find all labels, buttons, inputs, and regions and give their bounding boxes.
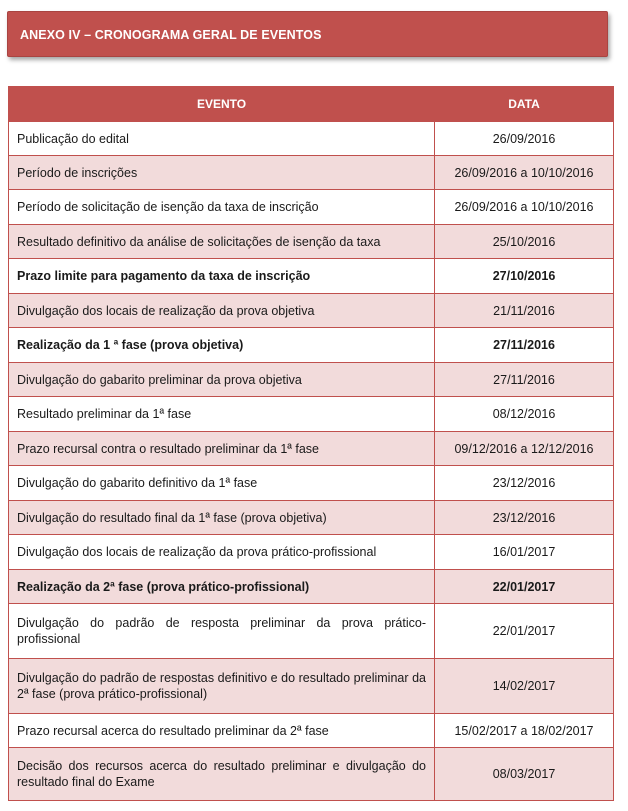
table-row — [9, 363, 614, 397]
table-row — [9, 714, 614, 748]
table-row — [9, 328, 614, 363]
event-cell: Divulgação do padrão de respostas definitivo e do resultado preliminar da 2ª fase (prova prático-profissional) — [9, 659, 435, 714]
date-cell: 25/10/2016 — [435, 225, 614, 259]
date-cell: 26/09/2016 a 10/10/2016 — [435, 156, 614, 190]
header-event: EVENTO — [9, 87, 435, 122]
table-row — [9, 432, 614, 466]
table-row — [9, 535, 614, 570]
event-cell: Prazo limite para pagamento da taxa de inscrição — [9, 259, 435, 294]
date-cell: 09/12/2016 a 12/12/2016 — [435, 432, 614, 466]
table-row — [9, 748, 614, 801]
section-title: ANEXO IV – CRONOGRAMA GERAL DE EVENTOS — [20, 28, 322, 42]
date-cell: 23/12/2016 — [435, 466, 614, 501]
table-row — [9, 501, 614, 535]
schedule-body — [9, 122, 614, 801]
table-row — [9, 659, 614, 714]
section-banner — [7, 11, 608, 57]
schedule-table — [8, 86, 614, 801]
date-cell: 26/09/2016 a 10/10/2016 — [435, 190, 614, 225]
table-row — [9, 190, 614, 225]
header-date: DATA — [435, 87, 614, 122]
date-cell: 27/11/2016 — [435, 363, 614, 397]
event-cell: Divulgação dos locais de realização da prova objetiva — [9, 294, 435, 328]
event-cell: Resultado definitivo da análise de solicitações de isenção da taxa — [9, 225, 435, 259]
event-cell: Período de solicitação de isenção da taxa de inscrição — [9, 190, 435, 225]
date-cell: 27/10/2016 — [435, 259, 614, 294]
event-cell: Prazo recursal contra o resultado preliminar da 1ª fase — [9, 432, 435, 466]
date-cell: 22/01/2017 — [435, 604, 614, 659]
table-row — [9, 570, 614, 604]
table-row — [9, 294, 614, 328]
event-cell: Prazo recursal acerca do resultado preliminar da 2ª fase — [9, 714, 435, 748]
date-cell: 27/11/2016 — [435, 328, 614, 363]
table-row — [9, 466, 614, 501]
date-cell: 16/01/2017 — [435, 535, 614, 570]
event-cell: Realização da 2ª fase (prova prático-profissional) — [9, 570, 435, 604]
date-cell: 21/11/2016 — [435, 294, 614, 328]
event-cell: Resultado preliminar da 1ª fase — [9, 397, 435, 432]
table-row — [9, 156, 614, 190]
event-cell: Divulgação do gabarito preliminar da prova objetiva — [9, 363, 435, 397]
date-cell: 15/02/2017 a 18/02/2017 — [435, 714, 614, 748]
event-cell: Realização da 1 ª fase (prova objetiva) — [9, 328, 435, 363]
event-cell: Publicação do edital — [9, 122, 435, 156]
event-cell: Divulgação do gabarito definitivo da 1ª fase — [9, 466, 435, 501]
table-row — [9, 604, 614, 659]
event-cell: Decisão dos recursos acerca do resultado preliminar e divulgação do resultado final do Exame — [9, 748, 435, 801]
date-cell: 23/12/2016 — [435, 501, 614, 535]
table-row — [9, 397, 614, 432]
table-row — [9, 225, 614, 259]
date-cell: 14/02/2017 — [435, 659, 614, 714]
event-cell: Divulgação dos locais de realização da prova prático-profissional — [9, 535, 435, 570]
date-cell: 26/09/2016 — [435, 122, 614, 156]
date-cell: 22/01/2017 — [435, 570, 614, 604]
table-header-row — [9, 87, 614, 122]
table-row — [9, 122, 614, 156]
event-cell: Período de inscrições — [9, 156, 435, 190]
event-cell: Divulgação do resultado final da 1ª fase (prova objetiva) — [9, 501, 435, 535]
event-cell: Divulgação do padrão de resposta preliminar da prova prático-profissional — [9, 604, 435, 659]
table-row — [9, 259, 614, 294]
date-cell: 08/03/2017 — [435, 748, 614, 801]
date-cell: 08/12/2016 — [435, 397, 614, 432]
